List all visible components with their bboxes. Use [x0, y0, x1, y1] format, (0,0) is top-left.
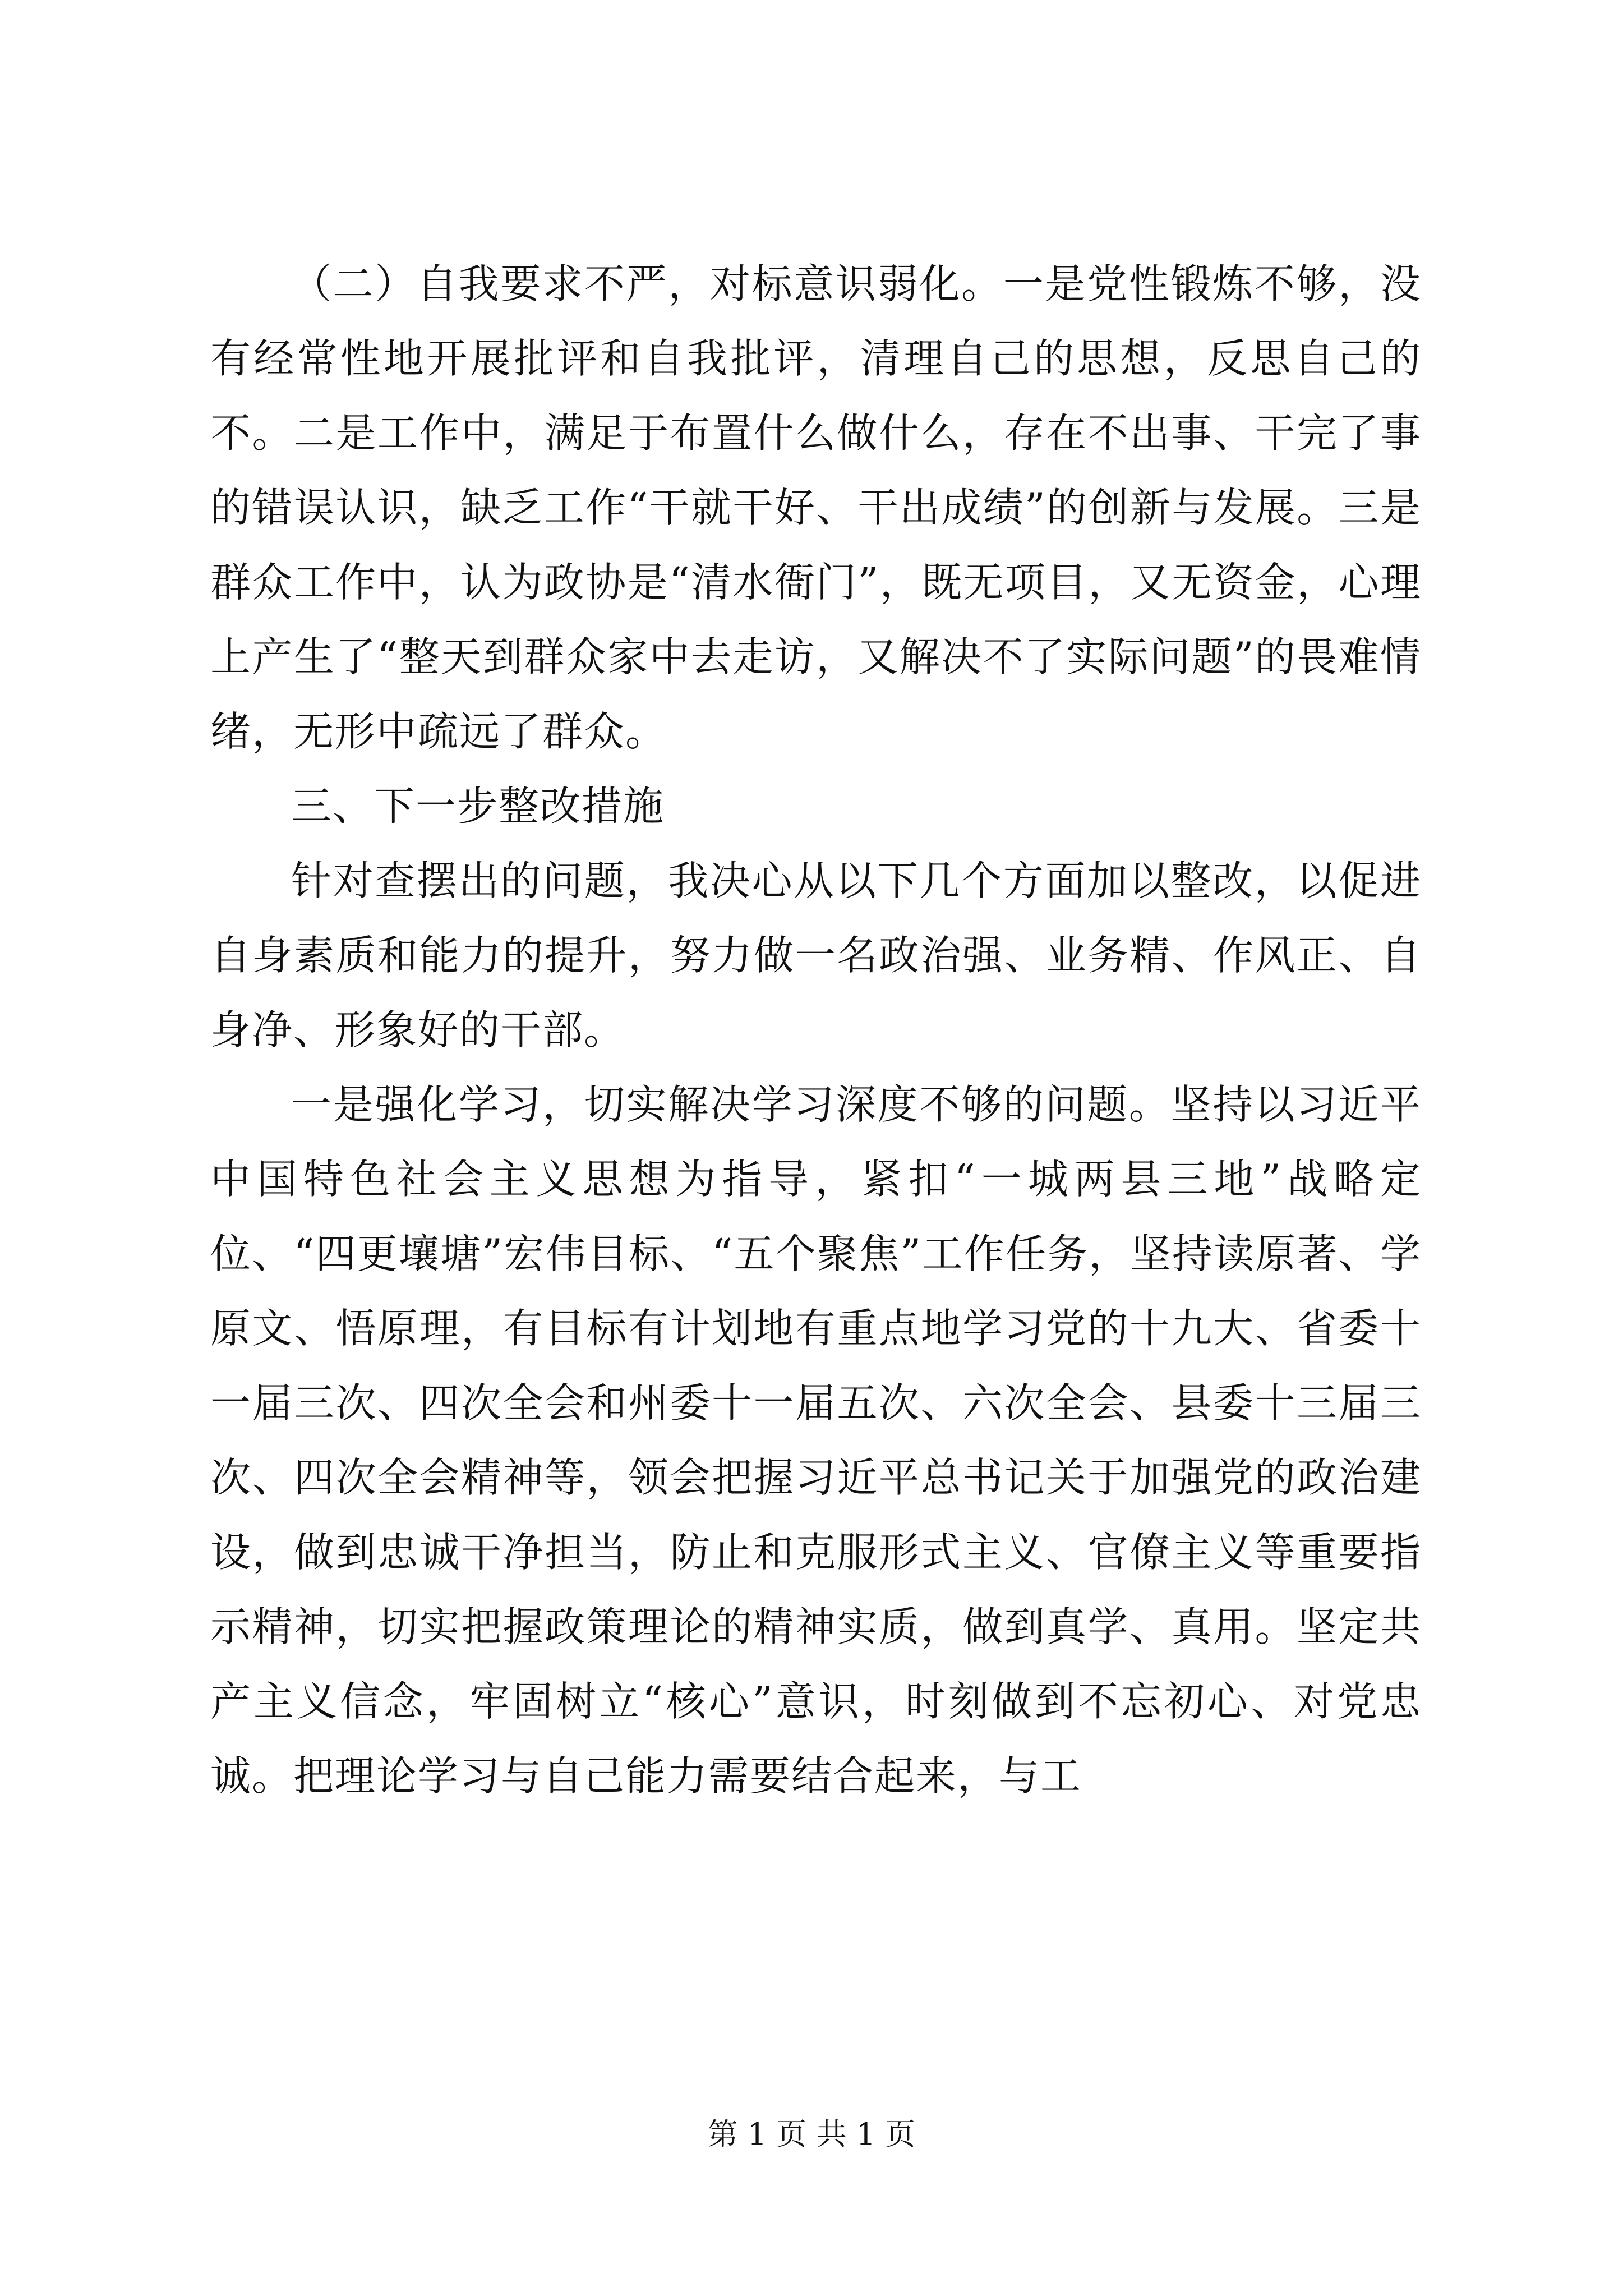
page-footer: 第 1 页 共 1 页 — [707, 2116, 916, 2152]
paragraph-rectification-intro: 针对查摆出的问题，我决心从以下几个方面加以整改，以促进自身素质和能力的提升，努力做一名政治强、业务精、作风正、自身净、形象好的干部。 — [210, 857, 1422, 1053]
paragraph-self-requirement: （二）自我要求不严，对标意识弱化。一是党性锻炼不够，没有经常性地开展批评和自我批评，清理自己的思想，反思自己的不。二是工作中，满足于布置什么做什么，存在不出事、干完了事的错误认识，缺乏工作“干就干好、干出成绩”的创新与发展。三是群众工作中，认为政协是“清水衙门”，既无项目，又无资金，心理上产生了“整天到群众家中去走访，又解决不了实际问题”的畏难情绪，无形中疏远了群众。 — [210, 260, 1422, 755]
section-heading-rectification: 三、下一步整改措施 — [291, 783, 665, 830]
paragraph-strengthen-study: 一是强化学习，切实解决学习深度不够的问题。坚持以习近平中国特色社会主义思想为指导，紧扣“一城两县三地”战略定位、“四更壤塘”宏伟目标、“五个聚焦”工作任务，坚持读原著、学原文、悟原理，有目标有计划地有重点地学习党的十九大、省委十一届三次、四次全会和州委十一届五次、六次全会、县委十三届三次、四次全会精神等，领会把握习近平总书记关于加强党的政治建设，做到忠诚干净担当，防止和克服形式主义、官僚主义等重要指示精神，切实把握政策理论的精神实质，做到真学、真用。坚定共产主义信念，牢固树立“核心”意识，时刻做到不忘初心、对党忠诚。把理论学习与自己能力需要结合起来，与工 — [210, 1081, 1422, 1800]
document-body — [210, 247, 1422, 1814]
